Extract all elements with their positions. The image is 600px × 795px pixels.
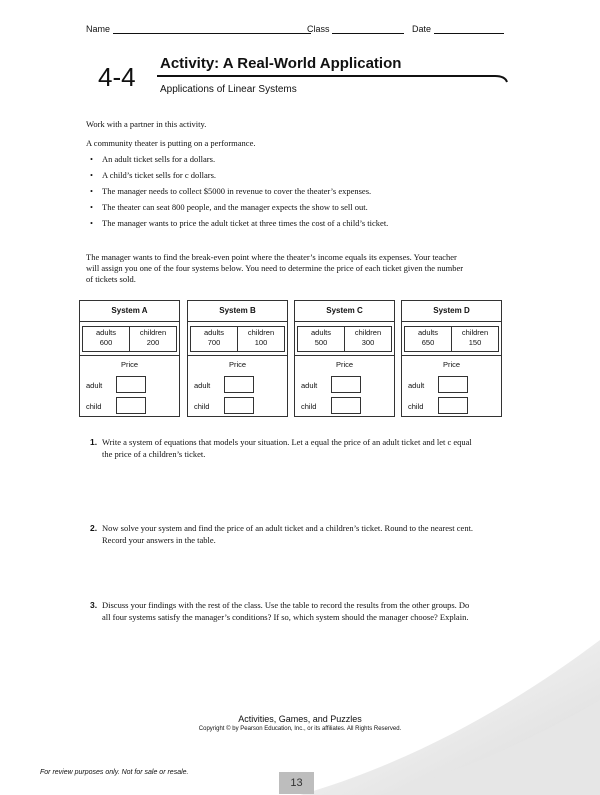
price-label: Price (335, 360, 354, 369)
children-label: children (461, 328, 489, 337)
title-rule (155, 72, 510, 84)
system-name: System D (402, 301, 501, 322)
system-c-card (294, 300, 395, 417)
children-label: children (354, 328, 382, 337)
children-label: children (247, 328, 275, 337)
system-d-card (401, 300, 502, 417)
date-label: Date (412, 24, 432, 34)
adult-price-label: adult (194, 381, 211, 390)
question-number: 2. (90, 523, 98, 533)
adults-count: 650 (421, 338, 435, 347)
child-price-label: child (194, 402, 210, 411)
name-label: Name (86, 24, 111, 34)
system-a-card (79, 300, 180, 417)
child-price-box[interactable] (331, 397, 361, 414)
question-number: 1. (90, 437, 98, 447)
adult-price-box[interactable] (438, 376, 468, 393)
system-name: System A (80, 301, 179, 322)
book-title: Activities, Games, and Puzzles (238, 714, 362, 724)
adults-label: adults (417, 328, 438, 337)
child-price-box[interactable] (116, 397, 146, 414)
name-field (86, 24, 311, 34)
child-price-box[interactable] (224, 397, 254, 414)
price-table (295, 355, 394, 416)
children-count: 300 (361, 338, 375, 347)
price-table (188, 355, 287, 416)
class-field (307, 24, 404, 34)
adults-label: adults (310, 328, 331, 337)
question-text: Discuss your findings with the rest of the class. Use the table to record the results from the other groups. Do all four systems satisfy the manager’s conditions? If so, which system should the manager choose? Explain. (102, 600, 470, 622)
bullet-item: • The theater can seat 800 people, and the manager expects the show to sell out. (86, 202, 466, 213)
intro-paragraph: The manager wants to find the break-even point where the theater’s income equals its expenses. Your teacher will assign you one of the four systems below. You need to determine the price of each ticket given the number of tickets sold. (86, 252, 464, 284)
adults-count: 500 (314, 338, 328, 347)
adult-price-label: adult (408, 381, 425, 390)
ticket-counts (297, 326, 392, 352)
child-price-label: child (301, 402, 317, 411)
system-name: System C (295, 301, 394, 322)
question-3 (86, 599, 476, 623)
children-count: 100 (254, 338, 268, 347)
child-price-label: child (408, 402, 424, 411)
adult-price-label: adult (301, 381, 318, 390)
lesson-title: Activity: A Real-World Application (160, 55, 402, 72)
intro-line-1: Work with a partner in this activity. (86, 119, 207, 129)
children-count: 150 (468, 338, 482, 347)
children-label: children (139, 328, 167, 337)
system-b-card (187, 300, 288, 417)
lesson-subtitle: Applications of Linear Systems (160, 84, 297, 95)
date-field (412, 24, 504, 34)
lesson-number: 4-4 (98, 62, 136, 92)
adults-count: 700 (207, 338, 221, 347)
ticket-counts (190, 326, 285, 352)
intro-line-2: A community theater is putting on a performance. (86, 138, 256, 148)
adults-label: adults (203, 328, 224, 337)
adult-price-box[interactable] (224, 376, 254, 393)
copyright-line: Copyright © by Pearson Education, Inc., or its affiliates. All Rights Reserved. (198, 726, 402, 732)
question-1 (86, 436, 476, 460)
child-price-box[interactable] (438, 397, 468, 414)
page-number: 13 (279, 772, 314, 794)
bullet-item: • The manager needs to collect $5000 in revenue to cover the theater’s expenses. (86, 186, 466, 197)
adults-count: 600 (99, 338, 113, 347)
question-number: 3. (90, 600, 98, 610)
adults-label: adults (95, 328, 116, 337)
child-price-label: child (86, 402, 102, 411)
ticket-counts (82, 326, 177, 352)
adult-price-label: adult (86, 381, 103, 390)
intro-bullets (86, 154, 466, 234)
price-table (80, 355, 179, 416)
review-notice: For review purposes only. Not for sale or resale. (40, 769, 189, 776)
bullet-item: • The manager wants to price the adult ticket at three times the cost of a child’s ticket. (86, 218, 466, 229)
price-label: Price (120, 360, 139, 369)
price-label: Price (442, 360, 461, 369)
system-name: System B (188, 301, 287, 322)
bullet-item: • An adult ticket sells for a dollars. (86, 154, 466, 165)
class-label: Class (307, 24, 330, 34)
adult-price-box[interactable] (331, 376, 361, 393)
question-text: Now solve your system and find the price of an adult ticket and a children’s ticket. Round to the nearest cent. Record your answers in the table. (102, 523, 474, 545)
price-label: Price (228, 360, 247, 369)
price-table (402, 355, 501, 416)
question-text: Write a system of equations that models your situation. Let a equal the price of an adult ticket and let c equal the price of a children’s ticket. (102, 437, 472, 459)
adult-price-box[interactable] (116, 376, 146, 393)
ticket-counts (404, 326, 499, 352)
question-2 (86, 522, 476, 546)
children-count: 200 (146, 338, 160, 347)
bullet-item: • A child’s ticket sells for c dollars. (86, 170, 466, 181)
